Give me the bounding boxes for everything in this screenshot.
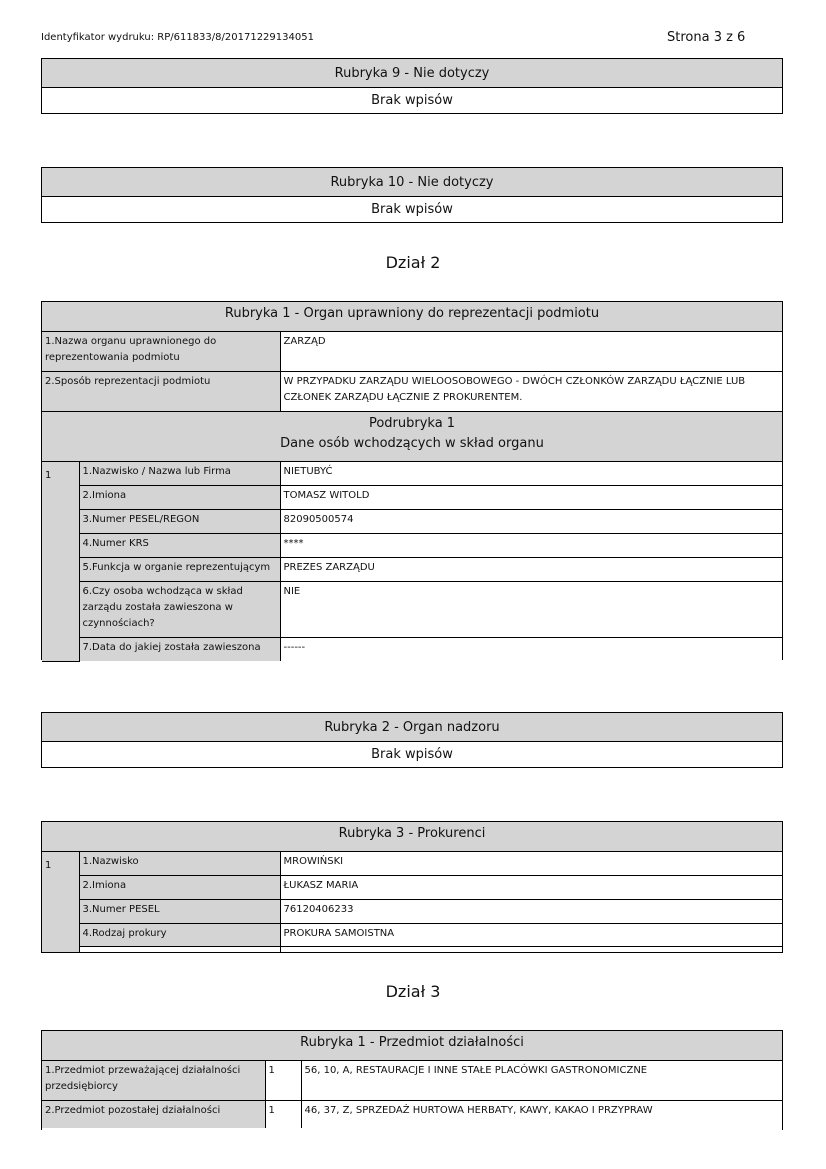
section-prokurenci <box>41 821 783 953</box>
dzial-3-heading: Dział 3 <box>385 982 441 1001</box>
field-label: 7.Data do jakiej została zawieszona <box>79 637 280 661</box>
page-number: Strona 3 z 6 <box>667 30 746 45</box>
field-label: 1.Przedmiot przeważającej działalności przedsiębiorcy <box>42 1060 265 1100</box>
field-value: PREZES ZARZĄDU <box>280 557 782 581</box>
subsection-header <box>42 411 782 461</box>
field-label: 1.Nazwisko <box>79 851 280 875</box>
field-value: W PRZYPADKU ZARZĄDU WIELOOSOBOWEGO - DWÓCH CZŁONKÓW ZARZĄDU ŁĄCZNIE LUB CZŁONEK ZARZĄDU ŁĄCZNIE Z PROKURENTEM. <box>280 371 782 411</box>
section-title: Rubryka 10 - Nie dotyczy <box>42 168 782 197</box>
field-value: 46, 37, Z, SPRZEDAŻ HURTOWA HERBATY, KAWY, KAKAO I PRZYPRAW <box>301 1100 782 1128</box>
field-value: 82090500574 <box>280 509 782 533</box>
field-value: PROKURA SAMOISTNA <box>280 923 782 946</box>
field-label: 2.Sposób reprezentacji podmiotu <box>42 371 280 411</box>
field-value: NIETUBYĆ <box>280 461 782 485</box>
field-label: 6.Czy osoba wchodząca w skład zarządu została zawieszona w czynnościach? <box>79 581 280 637</box>
empty-entries: Brak wpisów <box>42 197 782 222</box>
section-title: Rubryka 3 - Prokurenci <box>42 822 782 851</box>
field-label: 3.Numer PESEL/REGON <box>79 509 280 533</box>
print-identifier: Identyfikator wydruku: RP/611833/8/20171229134051 <box>41 32 314 43</box>
proxy-number: 1 <box>42 851 79 952</box>
section-title: Rubryka 9 - Nie dotyczy <box>42 59 782 88</box>
subsection-title: Podrubryka 1 <box>368 415 456 431</box>
dzial-2-heading: Dział 2 <box>385 253 441 272</box>
section-organ-nadzoru <box>41 712 783 768</box>
section-title: Rubryka 1 - Organ uprawniony do reprezentacji podmiotu <box>42 302 782 331</box>
field-value: MROWIŃSKI <box>280 851 782 875</box>
field-label: 5.Funkcja w organie reprezentującym <box>79 557 280 581</box>
entry-number: 1 <box>265 1100 301 1128</box>
person-number: 1 <box>42 461 79 661</box>
field-label: 2.Przedmiot pozostałej działalności <box>42 1100 265 1128</box>
field-value: ZARZĄD <box>280 331 782 371</box>
field-value: NIE <box>280 581 782 637</box>
section-organ-reprezentacji <box>41 301 783 660</box>
entry-number: 1 <box>265 1060 301 1100</box>
field-label: 1.Nazwa organu uprawnionego do reprezentowania podmiotu <box>42 331 280 371</box>
section-rubryka-10 <box>41 167 783 223</box>
subsection-subtitle: Dane osób wchodzących w skład organu <box>280 435 544 451</box>
spacer-cell <box>280 946 782 952</box>
empty-entries: Brak wpisów <box>42 88 782 113</box>
field-value: TOMASZ WITOLD <box>280 485 782 509</box>
field-value: **** <box>280 533 782 557</box>
field-value: 56, 10, A, RESTAURACJE I INNE STAŁE PLACÓWKI GASTRONOMICZNE <box>301 1060 782 1100</box>
field-value: ŁUKASZ MARIA <box>280 875 782 899</box>
field-label: 4.Rodzaj prokury <box>79 923 280 946</box>
field-label: 2.Imiona <box>79 485 280 509</box>
field-label: 3.Numer PESEL <box>79 899 280 923</box>
section-title: Rubryka 1 - Przedmiot działalności <box>42 1031 782 1060</box>
section-przedmiot-dzialalnosci <box>41 1030 783 1130</box>
spacer-cell <box>79 946 280 952</box>
field-value: ------ <box>280 637 782 661</box>
field-value: 76120406233 <box>280 899 782 923</box>
section-rubryka-9 <box>41 58 783 114</box>
section-title: Rubryka 2 - Organ nadzoru <box>42 713 782 742</box>
field-label: 2.Imiona <box>79 875 280 899</box>
field-label: 1.Nazwisko / Nazwa lub Firma <box>79 461 280 485</box>
empty-entries: Brak wpisów <box>42 742 782 767</box>
field-label: 4.Numer KRS <box>79 533 280 557</box>
